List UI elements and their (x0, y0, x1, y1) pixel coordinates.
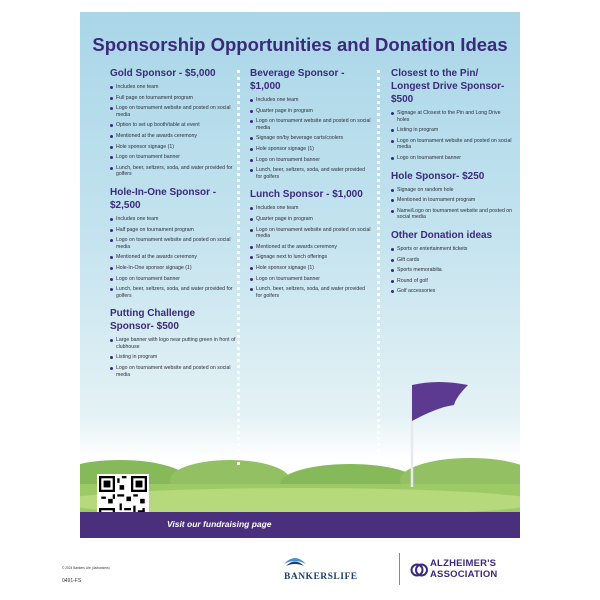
list-item: Mentioned at the awards ceremony (250, 244, 372, 251)
list-item: Logo on tournament banner (250, 276, 372, 283)
list-item: Logo on tournament website and posted on social media (250, 227, 372, 240)
list-item: Listing in program (391, 127, 513, 134)
fundraising-banner[interactable] (80, 512, 520, 538)
list-item: Mentioned at the awards ceremony (110, 133, 238, 140)
list-item: Gift cards (391, 257, 513, 264)
list-item: Signage on random hole (391, 187, 513, 194)
logo-divider (399, 553, 400, 585)
flyer (80, 12, 520, 572)
section-title: Hole Sponsor- $250 (391, 170, 485, 182)
column-3 (391, 67, 513, 303)
lunch-sponsor-section (250, 188, 372, 299)
list-item: Includes one team (250, 97, 372, 104)
section-title: Beverage Sponsor - $1,000 (250, 68, 345, 92)
list-item: Logo on tournament website and posted on social media (250, 118, 372, 131)
list-item: Logo on tournament banner (391, 155, 513, 162)
list-item: Option to set up booth/table at event (110, 122, 238, 129)
list-item: Lunch, beer, seltzers, soda, and water provided for golfers (250, 167, 372, 180)
hole-in-one-sponsor-section (110, 186, 238, 299)
alzheimers-association-logo-icon (410, 561, 428, 579)
closest-to-pin-sponsor-section (391, 67, 513, 162)
column-divider (377, 70, 380, 465)
list-item: Logo on tournament banner (250, 157, 372, 164)
page-title: Sponsorship Opportunities and Donation Ideas (92, 34, 508, 55)
column-2 (250, 67, 372, 307)
bankers-life-logo-text: BANKERSLIFE (284, 572, 358, 582)
list-item: Full page on tournament program (110, 95, 238, 102)
list-item: Half page on tournament program (110, 227, 238, 234)
list-item: Hole sponsor signage (1) (250, 265, 372, 272)
list-item: Mentioned in tournament program (391, 197, 513, 204)
list-item: Mentioned at the awards ceremony (110, 254, 238, 261)
list-item: Logo on tournament website and posted on social media (110, 237, 238, 250)
section-title: Lunch Sponsor - $1,000 (250, 189, 363, 201)
list-item: Signage on/by beverage carts/coolers (250, 135, 372, 142)
alzheimers-logo-line1: ALZHEIMER'S (430, 558, 497, 569)
section-title: Other Donation ideas (391, 229, 493, 241)
list-item: Quarter page in program (250, 216, 372, 223)
list-item: Includes one team (110, 84, 238, 91)
list-item: Logo on tournament website and posted on social media (110, 365, 238, 378)
section-title: Putting Challenge Sponsor- $500 (110, 308, 195, 333)
list-item: Logo on tournament website and posted on social media (110, 105, 238, 118)
list-item: Logo on tournament website and posted on social media (391, 138, 513, 151)
fundraising-link[interactable]: Visit our fundraising page (167, 519, 272, 529)
list-item: Logo on tournament banner (110, 154, 238, 161)
list-item: Includes one team (110, 216, 238, 223)
list-item: Large banner with logo near putting green in front of clubhouse (110, 337, 238, 350)
list-item: Logo on tournament banner (110, 276, 238, 283)
list-item: Golf accessories (391, 288, 513, 295)
list-item: Listing in program (110, 354, 238, 361)
list-item: Lunch, beer, seltzers, soda, and water provided for golfers (110, 286, 238, 299)
list-item: Lunch, beer, seltzers, soda, and water provided for golfers (250, 286, 372, 299)
list-item: Includes one team (250, 205, 372, 212)
list-item: Hole sponsor signage (1) (110, 144, 238, 151)
section-title: Gold Sponsor - $5,000 (110, 68, 216, 79)
copyright-text: © 2024 Bankers Life (4a/bankers) (62, 566, 110, 570)
list-item: Lunch, beer, seltzers, soda, and water provided for golfers (110, 165, 238, 178)
list-item: Sports memorabilia (391, 267, 513, 274)
alzheimers-logo-line2: ASSOCIATION (430, 569, 498, 580)
list-item: Sports or entertainment tickets (391, 246, 513, 253)
golf-flag-icon (398, 377, 478, 487)
form-code: 0491-FS (62, 578, 82, 584)
list-item: Round of golf (391, 278, 513, 285)
list-item: Signage next to lunch offerings (250, 254, 372, 261)
putting-challenge-sponsor-section (110, 307, 238, 378)
list-item: Signage at Closest to the Pin and Long Drive holes (391, 110, 513, 123)
gold-sponsor-section (110, 67, 238, 178)
list-item: Quarter page in program (250, 108, 372, 115)
list-item: Hole-In-One sponsor signage (1) (110, 265, 238, 272)
hole-sponsor-section (391, 170, 513, 221)
beverage-sponsor-section (250, 67, 372, 180)
list-item: Name/Logo on tournament website and posted on social media (391, 208, 513, 221)
column-1 (110, 67, 238, 386)
list-item: Hole sponsor signage (1) (250, 146, 372, 153)
section-title: Closest to the Pin/ Longest Drive Sponsor- $500 (391, 68, 505, 105)
other-donation-ideas-section (391, 229, 513, 295)
section-title: Hole-In-One Sponsor - $2,500 (110, 186, 217, 211)
bankers-life-logo-icon (282, 552, 308, 570)
